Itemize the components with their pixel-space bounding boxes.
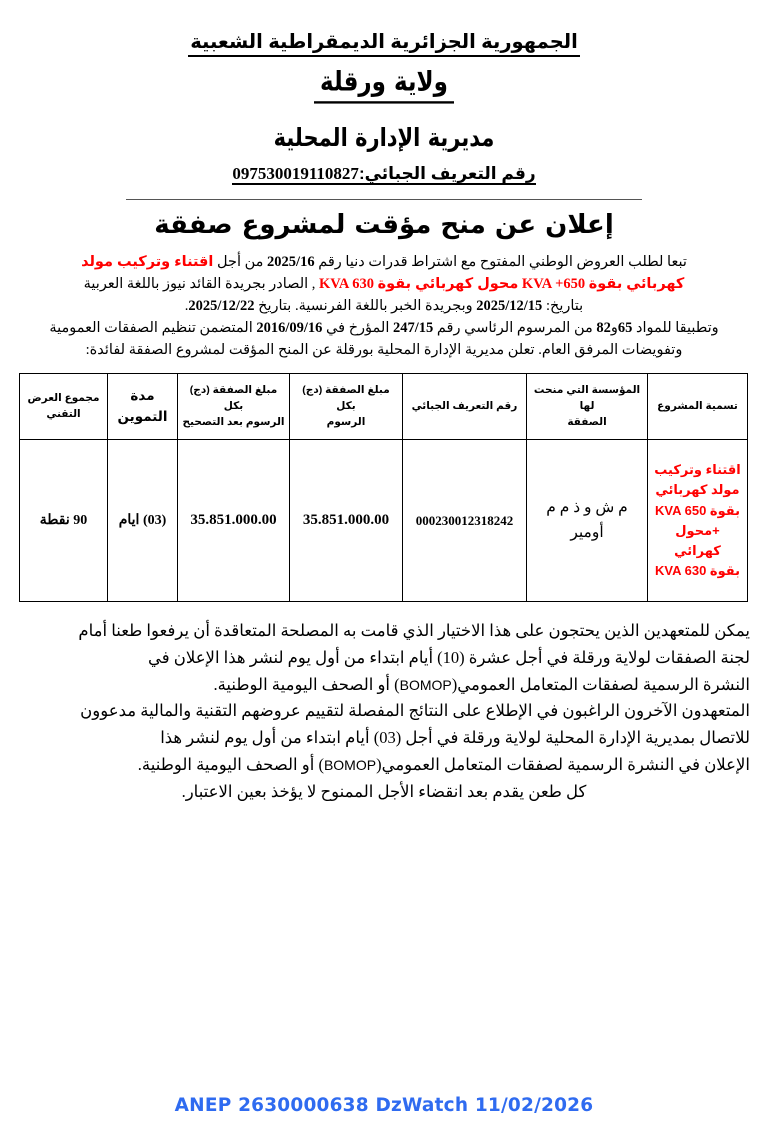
intro-date-arabic-paper: 2025/12/15 <box>476 298 543 315</box>
award-table <box>19 373 748 602</box>
intro-article-65: 65 <box>617 320 633 337</box>
th-amount-corrected-l1: مبلغ الصفقة (دج) بكل <box>189 384 278 412</box>
project-line-3: بقوة KVA 650 <box>655 502 740 518</box>
intro-l4-a: وتطبيقا للمواد <box>636 320 719 337</box>
deadline-note: كل طعن يقدم بعد انقضاء الأجل الممنوح لا يؤخذ بعين الاعتبار. <box>181 781 587 801</box>
intro-l2-kva-630: KVA 630 <box>319 276 374 293</box>
th-score-l1: مجموع العرض <box>27 391 100 404</box>
debrief-l2-b: أيام ابتداء من أول يوم لنشر هذا <box>160 728 370 748</box>
intro-l2-red-a: كهربائي بقوة <box>588 276 685 293</box>
intro-line-2 <box>18 274 750 295</box>
debrief-paragraph-line-1: المتعهدون الآخرون الراغبون في الإطلاع على النتائج المفصلة لتقييم عروضهم التقنية والمالية مدعوون <box>80 701 750 721</box>
republic-title: الجمهورية الجزائرية الديمقراطية الشعبية <box>188 30 580 57</box>
td-project-name <box>648 440 748 602</box>
th-supply-duration <box>108 374 178 440</box>
intro-l2-red-c: محول كهربائي بقوة <box>377 276 519 293</box>
th-duration-l1: مدة <box>130 388 155 404</box>
th-company-l2: الصفقة <box>567 415 607 428</box>
debrief-paragraph-line-3 <box>18 752 750 779</box>
intro-l2-tail: , الصادر بجريدة القائد نيوز باللغة العربية <box>83 276 316 293</box>
project-line-2: مولد كهربائي <box>655 482 740 498</box>
th-amount-corrected <box>178 374 290 440</box>
appeal-paragraph-line-3 <box>18 672 750 699</box>
appeal-paragraph-line-2 <box>18 645 750 672</box>
intro-decree-date: 2016/09/16 <box>256 320 323 337</box>
td-amount-ttc <box>290 440 403 602</box>
intro-decree-number: 247/15 <box>393 320 434 337</box>
debrief-l3-b: ) أو الصحف اليومية الوطنية. <box>137 754 324 774</box>
contract-amount-corrected: 35.851.000.00 <box>190 512 277 529</box>
th-amount-ttc-l1: مبلغ الصفقة (دج) بكل <box>302 384 390 412</box>
td-technical-score <box>20 440 108 602</box>
intro-paragraph <box>18 252 750 361</box>
th-awarded-company <box>527 374 648 440</box>
award-table-container <box>20 373 748 602</box>
notice-body <box>18 618 750 805</box>
contract-amount-ttc: 35.851.000.00 <box>302 512 390 529</box>
intro-date-french-paper: 2025/12/22 <box>188 298 255 315</box>
supply-duration-value: (03) ايام <box>118 513 167 529</box>
intro-l3-b: وبجريدة الخبر باللغة الفرنسية. بتاريخ <box>258 298 473 315</box>
project-description <box>651 460 744 581</box>
th-amount-corrected-l2: الرسوم بعد التصحيح <box>182 415 285 428</box>
debrief-paragraph-line-2 <box>18 725 750 752</box>
th-company-l1: المؤسسة التي منحت لها <box>533 384 641 412</box>
td-amount-corrected <box>178 440 290 602</box>
intro-article-82: 82 <box>596 320 611 337</box>
tax-id-value: 097530019110827 <box>232 164 359 184</box>
page-title: إعلان عن منح مؤقت لمشروع صفقة <box>154 210 614 241</box>
intro-l4-b: و <box>610 320 618 337</box>
intro-project-red-1: اقتناء وتركيب مولد <box>81 254 214 271</box>
header-taxid-row <box>0 165 768 185</box>
intro-line-4 <box>18 318 750 339</box>
intro-l2-kva-650: 650 <box>563 276 586 293</box>
appeal-l3-b: ) أو الصحف اليومية الوطنية. <box>213 674 400 694</box>
directorate-title: مديرية الإدارة المحلية <box>273 122 495 152</box>
appeal-l3-a: النشرة الرسمية لصفقات المتعامل العمومي( <box>451 674 750 694</box>
bomop-label-2: BOMOP <box>323 756 377 773</box>
debrief-l2-a: للاتصال بمديرية الإدارة المحلية لولاية ورقلة في أجل <box>405 728 750 748</box>
intro-line-5: وتفويضات المرفق العام. تعلن مديرية الإدارة المحلية بورقلة عن المنح المؤقت لمشروع الصفقة لفائدة: <box>85 342 683 359</box>
tax-id-label: رقم التعريف الجبائي: <box>358 164 536 184</box>
project-line-4: +محول كهرائي <box>674 522 721 558</box>
th-project-name <box>648 374 748 440</box>
document-header <box>0 0 768 185</box>
header-directorate-row <box>0 112 768 152</box>
td-tax-id <box>403 440 527 602</box>
th-score-l2: التقني <box>46 407 81 420</box>
debrief-l3-a: الإعلان في النشرة الرسمية لصفقات المتعامل العمومي( <box>376 754 750 774</box>
company-line-1: م ش و ذ م م <box>546 498 628 516</box>
wilaya-title: ولاية ورقلة <box>314 67 454 103</box>
th-amount-ttc-l2: الرسوم <box>326 415 366 428</box>
intro-l1-a: تبعا لطلب العروض الوطني المفتوح مع اشتراط قدرات دنيا رقم <box>318 254 687 271</box>
td-supply-duration <box>108 440 178 602</box>
project-line-1: اقتناء وتركيب <box>654 462 741 478</box>
th-technical-score <box>20 374 108 440</box>
th-project-name-text: تسمية المشروع <box>657 399 738 412</box>
company-name <box>530 496 644 546</box>
th-tax-id <box>403 374 527 440</box>
intro-l4-c: من المرسوم الرئاسي رقم <box>436 320 593 337</box>
table-row <box>20 440 748 602</box>
company-tax-id: 000230012318242 <box>415 512 514 528</box>
appeal-l2-a: لجنة الصفقات لولاية ورقلة في أجل عشرة <box>468 647 750 667</box>
tax-identification-number <box>232 165 535 185</box>
intro-l4-d: المؤرخ في <box>326 320 390 337</box>
intro-tender-number: 2025/16 <box>267 254 315 271</box>
company-line-2: أومير <box>570 523 604 541</box>
intro-l3-c: . <box>184 298 189 315</box>
intro-l1-b: من أجل <box>217 254 264 271</box>
appeal-l2-b: أيام ابتداء من أول يوم لنشر هذا الإعلان في <box>147 647 434 667</box>
th-duration-l2: التموين <box>117 408 168 424</box>
intro-line-3 <box>18 296 750 317</box>
appeal-days-count: (10) <box>437 647 465 667</box>
intro-l4-e: المتضمن تنظيم الصفقات العمومية <box>49 320 253 337</box>
header-wilaya-row <box>0 63 768 98</box>
th-tax-id-text: رقم التعريف الجبائي <box>411 399 518 412</box>
table-header-row <box>20 374 748 440</box>
appeal-paragraph-line-1: يمكن للمتعهدين الذين يحتجون على هذا الاختيار الذي قامت به المصلحة المتعاقدة أن يرفعوا طعنا أمام <box>78 621 750 641</box>
bomop-label-1: BOMOP <box>399 676 452 693</box>
header-divider <box>126 199 642 200</box>
intro-l3-a: بتاريخ: <box>545 298 584 315</box>
technical-score-value: 90 نقطة <box>39 513 88 529</box>
anep-footer: ANEP 2630000638 DzWatch 11/02/2026 <box>174 1095 594 1116</box>
th-amount-ttc <box>290 374 403 440</box>
intro-line-1 <box>18 252 750 273</box>
header-republic-row <box>0 30 768 57</box>
intro-l2-kva-plus: KVA + <box>521 276 564 293</box>
project-line-5: بقوة KVA 630 <box>655 563 740 579</box>
td-awarded-company <box>527 440 648 602</box>
debrief-days-count: (03) <box>373 728 402 748</box>
